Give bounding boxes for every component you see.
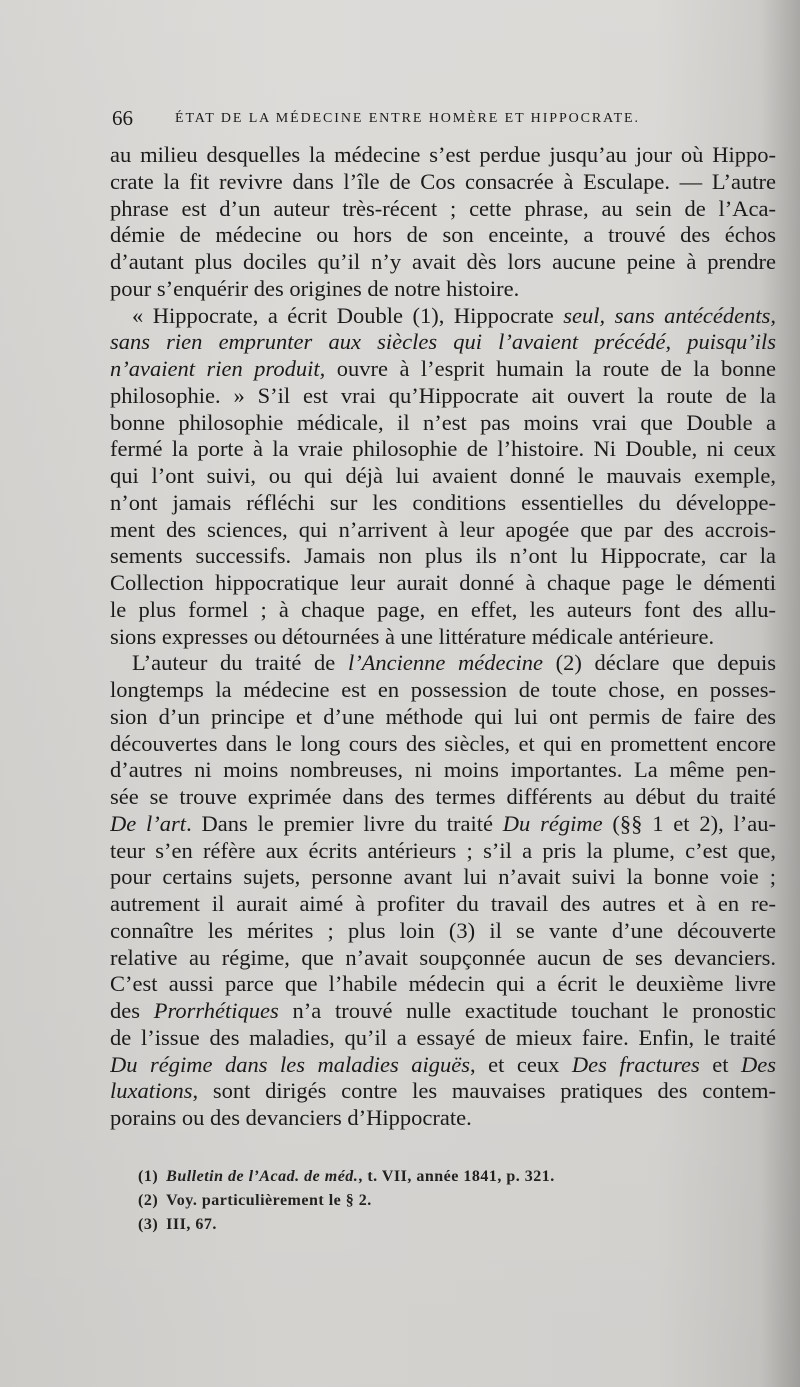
page-number: 66 bbox=[112, 106, 133, 130]
text-run: teur s’en réfère aux écrits antérieurs ; s’il a pris la plume, c’est que, bbox=[110, 837, 776, 863]
text-line bbox=[110, 1052, 776, 1079]
text-line bbox=[110, 1078, 776, 1105]
text-run: connaître les mérites ; plus loin (3) il se vante d’une découverte bbox=[110, 917, 776, 943]
text-line bbox=[110, 624, 776, 651]
text-line bbox=[110, 196, 776, 223]
text-line bbox=[110, 169, 776, 196]
text-line bbox=[110, 517, 776, 544]
text-line bbox=[110, 356, 776, 383]
text-run: (2) déclare que depuis bbox=[542, 650, 776, 676]
italic-text: Prorrhétiques bbox=[153, 998, 279, 1023]
text-run: Voy. particulièrement le § 2. bbox=[166, 1192, 372, 1209]
text-line bbox=[110, 731, 776, 758]
body-text bbox=[110, 142, 776, 1132]
text-run: ouvre à l’esprit humain la route de la bonne bbox=[325, 356, 776, 381]
footnote bbox=[138, 1213, 758, 1237]
footnote bbox=[138, 1189, 758, 1213]
text-line bbox=[110, 303, 776, 330]
italic-text: luxations bbox=[110, 1078, 193, 1104]
text-run: de l’issue des maladies, qu’il a essayé de mieux faire. Enfin, le traité bbox=[110, 1024, 776, 1050]
text-run: L’auteur du traité de bbox=[132, 650, 348, 676]
text-run: relative au régime, que n’avait soupçonnée aucun de ses devanciers. bbox=[110, 944, 776, 970]
text-run: au milieu desquelles la médecine s’est perdue jusqu’au jour où Hippo- bbox=[110, 142, 776, 167]
text-run: le plus formel ; à chaque page, en effet, les auteurs font des allu- bbox=[110, 596, 776, 622]
text-line bbox=[110, 1025, 776, 1052]
italic-text: Des bbox=[741, 1051, 776, 1077]
text-run: sion d’un principe et d’une méthode qui lui ont permis de faire des bbox=[110, 703, 776, 729]
italic-text: l’Ancienne médecine bbox=[347, 650, 543, 676]
text-line bbox=[110, 570, 776, 597]
paragraph bbox=[110, 650, 776, 1132]
text-run: longtemps la médecine est en possession de toute chose, en posses- bbox=[110, 677, 776, 702]
text-run: Collection hippocratique leur aurait donné à chaque page le démenti bbox=[110, 570, 776, 595]
text-run: sements successifs. Jamais non plus ils n’ont lu Hippocrate, car la bbox=[110, 543, 776, 569]
text-run: pour certains sujets, personne avant lui n’avait suivi la bonne voie ; bbox=[110, 864, 776, 890]
text-line bbox=[110, 784, 776, 811]
text-run: n’ont jamais réfléchi sur les conditions essentielles du développe- bbox=[110, 489, 776, 515]
paragraph bbox=[110, 303, 776, 651]
text-line bbox=[110, 597, 776, 624]
text-run: et bbox=[699, 1051, 741, 1077]
text-line bbox=[110, 490, 776, 517]
text-run: philosophie. » S’il est vrai qu’Hippocrate ait ouvert la route de la bbox=[110, 382, 776, 408]
text-run: découvertes dans le long cours des siècles, et qui en promettent encore bbox=[110, 730, 776, 756]
text-line bbox=[110, 811, 776, 838]
text-run: sions expresses ou détournées à une littérature médicale antérieure. bbox=[110, 623, 715, 649]
text-line bbox=[110, 650, 776, 677]
text-run: phrase est d’un auteur très-récent ; cette phrase, au sein de l’Aca- bbox=[110, 195, 776, 221]
text-run: C’est aussi parce que l’habile médecin qui a écrit le deuxième livre bbox=[110, 971, 776, 997]
text-line bbox=[110, 410, 776, 437]
text-run: démie de médecine ou hors de son enceinte, a trouvé des échos bbox=[110, 222, 776, 248]
text-line bbox=[110, 142, 776, 169]
text-line bbox=[110, 891, 776, 918]
italic-text: n’avaient rien produit, bbox=[110, 356, 326, 381]
text-run: fermé la porte à la vraie philosophie de l’histoire. Ni Double, ni ceux bbox=[110, 436, 776, 462]
footnote bbox=[138, 1165, 758, 1189]
footnote-marker: (2) bbox=[138, 1192, 159, 1209]
text-line bbox=[110, 463, 776, 490]
text-run: des bbox=[110, 998, 154, 1023]
text-line bbox=[110, 757, 776, 784]
text-line bbox=[110, 222, 776, 249]
text-line bbox=[110, 945, 776, 972]
paragraph bbox=[110, 142, 776, 303]
text-run: d’autant plus dociles qu’il n’y avait dès lors aucune peine à prendre bbox=[110, 249, 776, 274]
text-line bbox=[110, 998, 776, 1025]
italic-text: Des fractures bbox=[571, 1051, 700, 1077]
text-line bbox=[110, 918, 776, 945]
text-run: sée se trouve exprimée dans des termes différents au début du traité bbox=[110, 784, 776, 809]
text-line bbox=[110, 249, 776, 276]
text-line bbox=[110, 276, 776, 303]
text-run: pour s’enquérir des origines de notre histoire. bbox=[110, 275, 520, 301]
text-line bbox=[110, 971, 776, 998]
italic-text: Du régime dans les maladies aiguës bbox=[110, 1051, 470, 1077]
text-run: ment des sciences, qui n’arrivent à leur apogée que par des accrois- bbox=[110, 516, 776, 542]
text-line bbox=[110, 329, 776, 356]
text-line bbox=[110, 436, 776, 463]
text-run: crate la fit revivre dans l’île de Cos consacrée à Esculape. — L’autre bbox=[110, 168, 776, 194]
text-run: (§§ 1 et 2), l’au- bbox=[602, 810, 776, 836]
italic-text: seul, sans antécédents, bbox=[563, 302, 776, 328]
text-run: n’a trouvé nulle exactitude touchant le pronostic bbox=[278, 998, 776, 1023]
text-run: , et ceux bbox=[469, 1051, 572, 1077]
text-run: d’autres ni moins nombreuses, ni moins importantes. La même pen- bbox=[110, 757, 776, 783]
text-run: III, 67. bbox=[166, 1216, 217, 1233]
text-run: autrement il aurait aimé à profiter du travail des autres et à en re- bbox=[110, 891, 776, 916]
text-line bbox=[110, 704, 776, 731]
running-head bbox=[112, 104, 732, 132]
footnote-marker: (1) bbox=[138, 1168, 159, 1185]
footnotes bbox=[138, 1165, 758, 1237]
footnote-marker: (3) bbox=[138, 1216, 159, 1233]
text-run: bonne philosophie médicale, il n’est pas moins vrai que Double a bbox=[110, 409, 776, 435]
text-line bbox=[110, 383, 776, 410]
text-line bbox=[110, 677, 776, 704]
text-run: , t. VII, année 1841, p. 321. bbox=[358, 1168, 555, 1185]
text-run: . Dans le premier livre du traité bbox=[186, 810, 503, 836]
text-line bbox=[110, 543, 776, 570]
text-run: porains ou des devanciers d’Hippocrate. bbox=[110, 1105, 472, 1130]
italic-text: sans rien emprunter aux siècles qui l’avaient précédé, puisqu’ils bbox=[110, 329, 776, 355]
text-run: qui l’ont suivi, ou qui déjà lui avaient donné le mauvais exemple, bbox=[110, 463, 776, 488]
italic-text: Bulletin de l’Acad. de méd. bbox=[166, 1168, 359, 1185]
text-line bbox=[110, 864, 776, 891]
text-line bbox=[110, 838, 776, 865]
italic-text: De l’art bbox=[110, 810, 187, 836]
italic-text: Du régime bbox=[502, 810, 603, 836]
text-run: « Hippocrate, a écrit Double (1), Hippocrate bbox=[132, 302, 564, 328]
running-title: ÉTAT DE LA MÉDECINE ENTRE HOMÈRE ET HIPPOCRATE. bbox=[175, 111, 640, 126]
text-line bbox=[110, 1105, 776, 1132]
text-run: , sont dirigés contre les mauvaises pratiques des contem- bbox=[192, 1078, 776, 1104]
